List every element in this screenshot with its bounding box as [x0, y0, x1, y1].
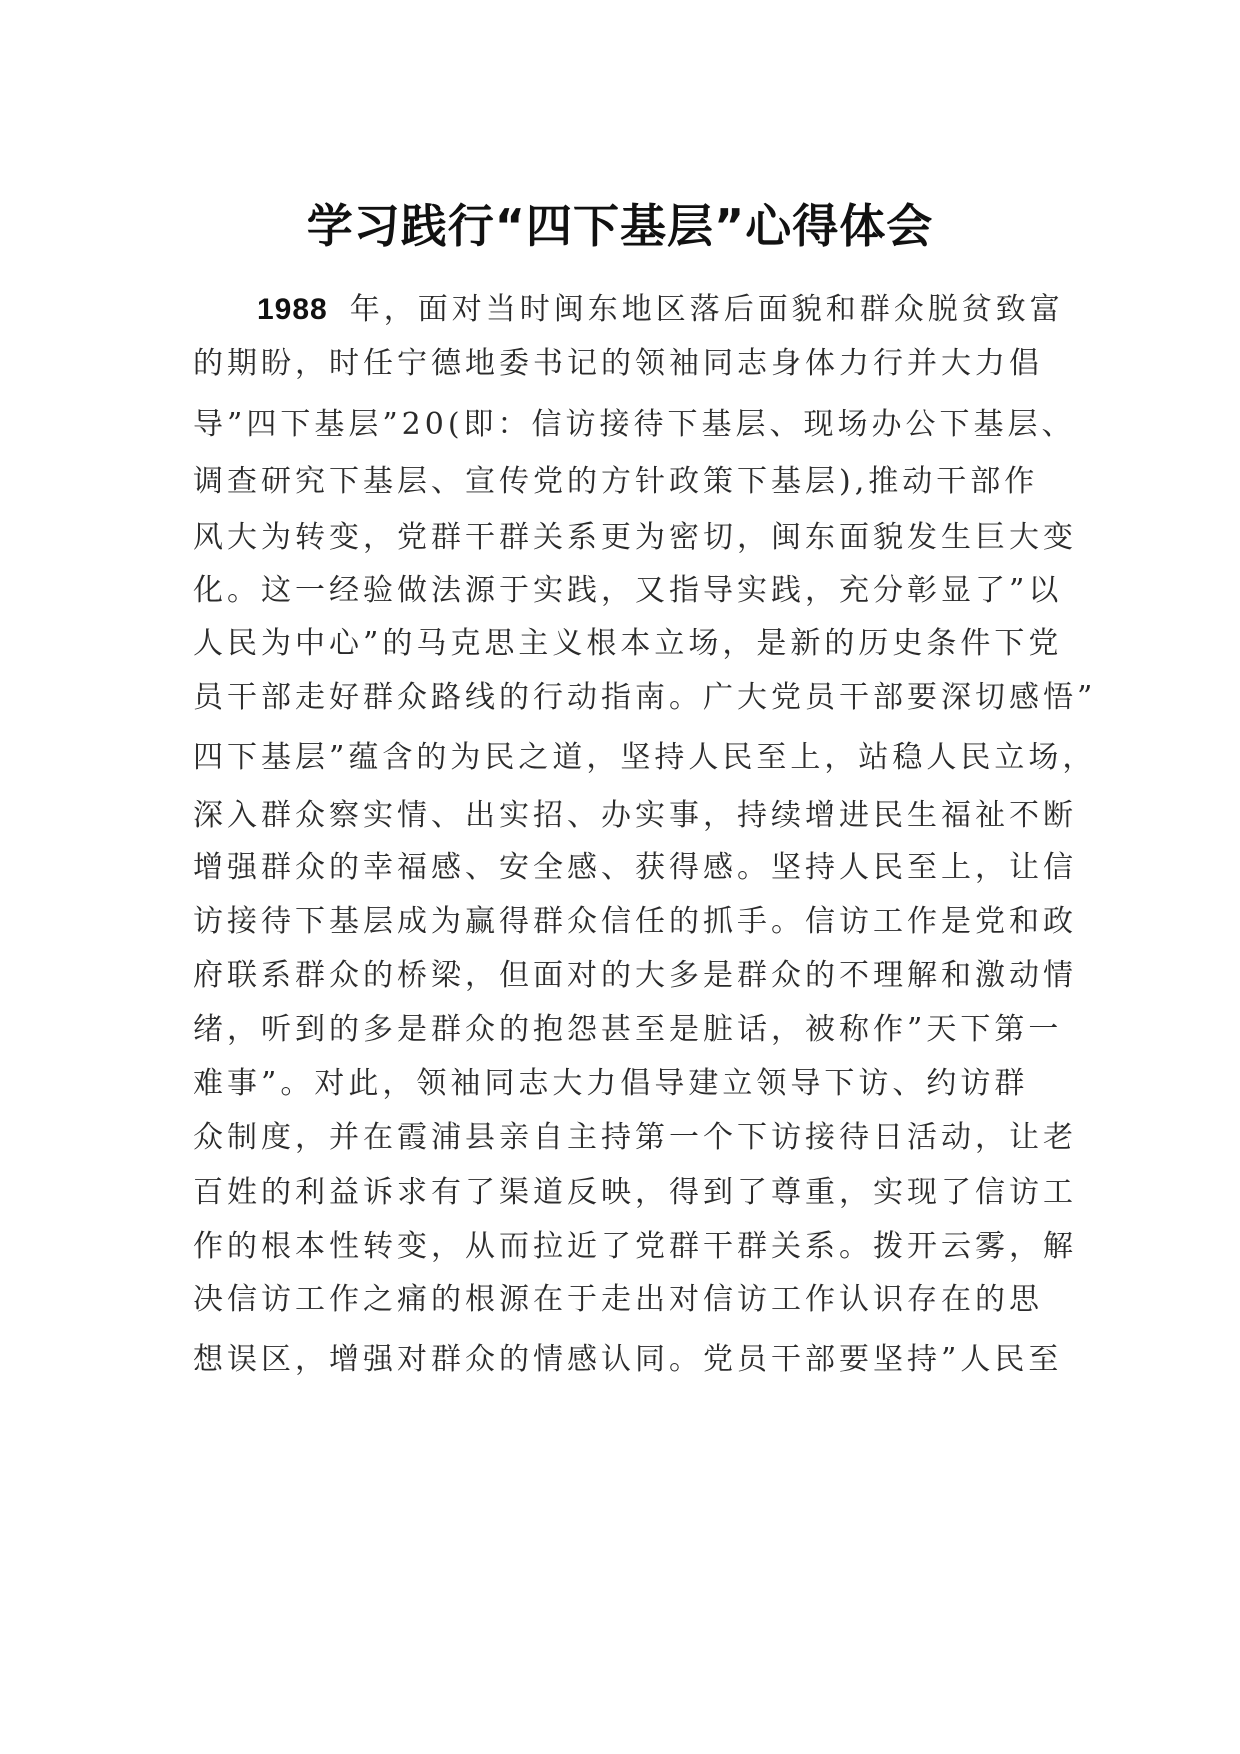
paragraph-line: 访接待下基层成为赢得群众信任的抓手。信访工作是党和政 — [193, 904, 1077, 939]
paragraph-line: 想误区，增强对群众的情感认同。党员干部要坚持”人民至 — [193, 1342, 1063, 1377]
paragraph-line: 调查研究下基层、宣传党的方针政策下基层),推动干部作 — [193, 464, 1039, 499]
paragraph-line: 众制度，并在霞浦县亲自主持第一个下访接待日活动，让老 — [193, 1120, 1077, 1155]
paragraph-line: 作的根本性转变，从而拉近了党群干群关系。拨开云雾，解 — [193, 1229, 1077, 1264]
paragraph-line: 四下基层”蕴含的为民之道，坚持人民至上，站稳人民立场， — [193, 740, 1097, 775]
paragraph-line: 绪，听到的多是群众的抱怨甚至是脏话，被称作”天下第一 — [193, 1012, 1063, 1047]
paragraph-line: 化。这一经验做法源于实践，又指导实践，充分彰显了”以 — [193, 573, 1063, 608]
paragraph-line — [257, 290, 1064, 330]
year-number: 1988 — [257, 293, 328, 326]
paragraph-line: 风大为转变，党群干群关系更为密切，闽东面貌发生巨大变 — [193, 520, 1077, 555]
paragraph-line: 人民为中心”的马克思主义根本立场，是新的历史条件下党 — [193, 626, 1063, 661]
paragraph-line: 员干部走好群众路线的行动指南。广大党员干部要深切感悟” — [193, 680, 1097, 715]
paragraph-line: 百姓的利益诉求有了渠道反映，得到了尊重，实现了信访工 — [193, 1175, 1077, 1210]
document-title: 学习践行“四下基层”心得体会 — [306, 199, 934, 253]
paragraph-line: 深入群众察实情、出实招、办实事，持续增进民生福祉不断 — [193, 798, 1077, 833]
paragraph-line: 决信访工作之痛的根源在于走出对信访工作认识存在的思 — [193, 1282, 1043, 1317]
paragraph-line: 增强群众的幸福感、安全感、获得感。坚持人民至上，让信 — [193, 850, 1077, 885]
paragraph-line: 的期盼，时任宁德地委书记的领袖同志身体力行并大力倡 — [193, 346, 1043, 381]
paragraph-line: 府联系群众的桥梁，但面对的大多是群众的不理解和激动情 — [193, 958, 1077, 993]
paragraph-line: 难事”。对此，领袖同志大力倡导建立领导下访、约访群 — [193, 1066, 1029, 1101]
paragraph-line-text: 年，面对当时闽东地区落后面貌和群众脱贫致富 — [349, 292, 1064, 327]
paragraph-line: 导”四下基层”20(即：信访接待下基层、现场办公下基层、 — [193, 407, 1076, 442]
